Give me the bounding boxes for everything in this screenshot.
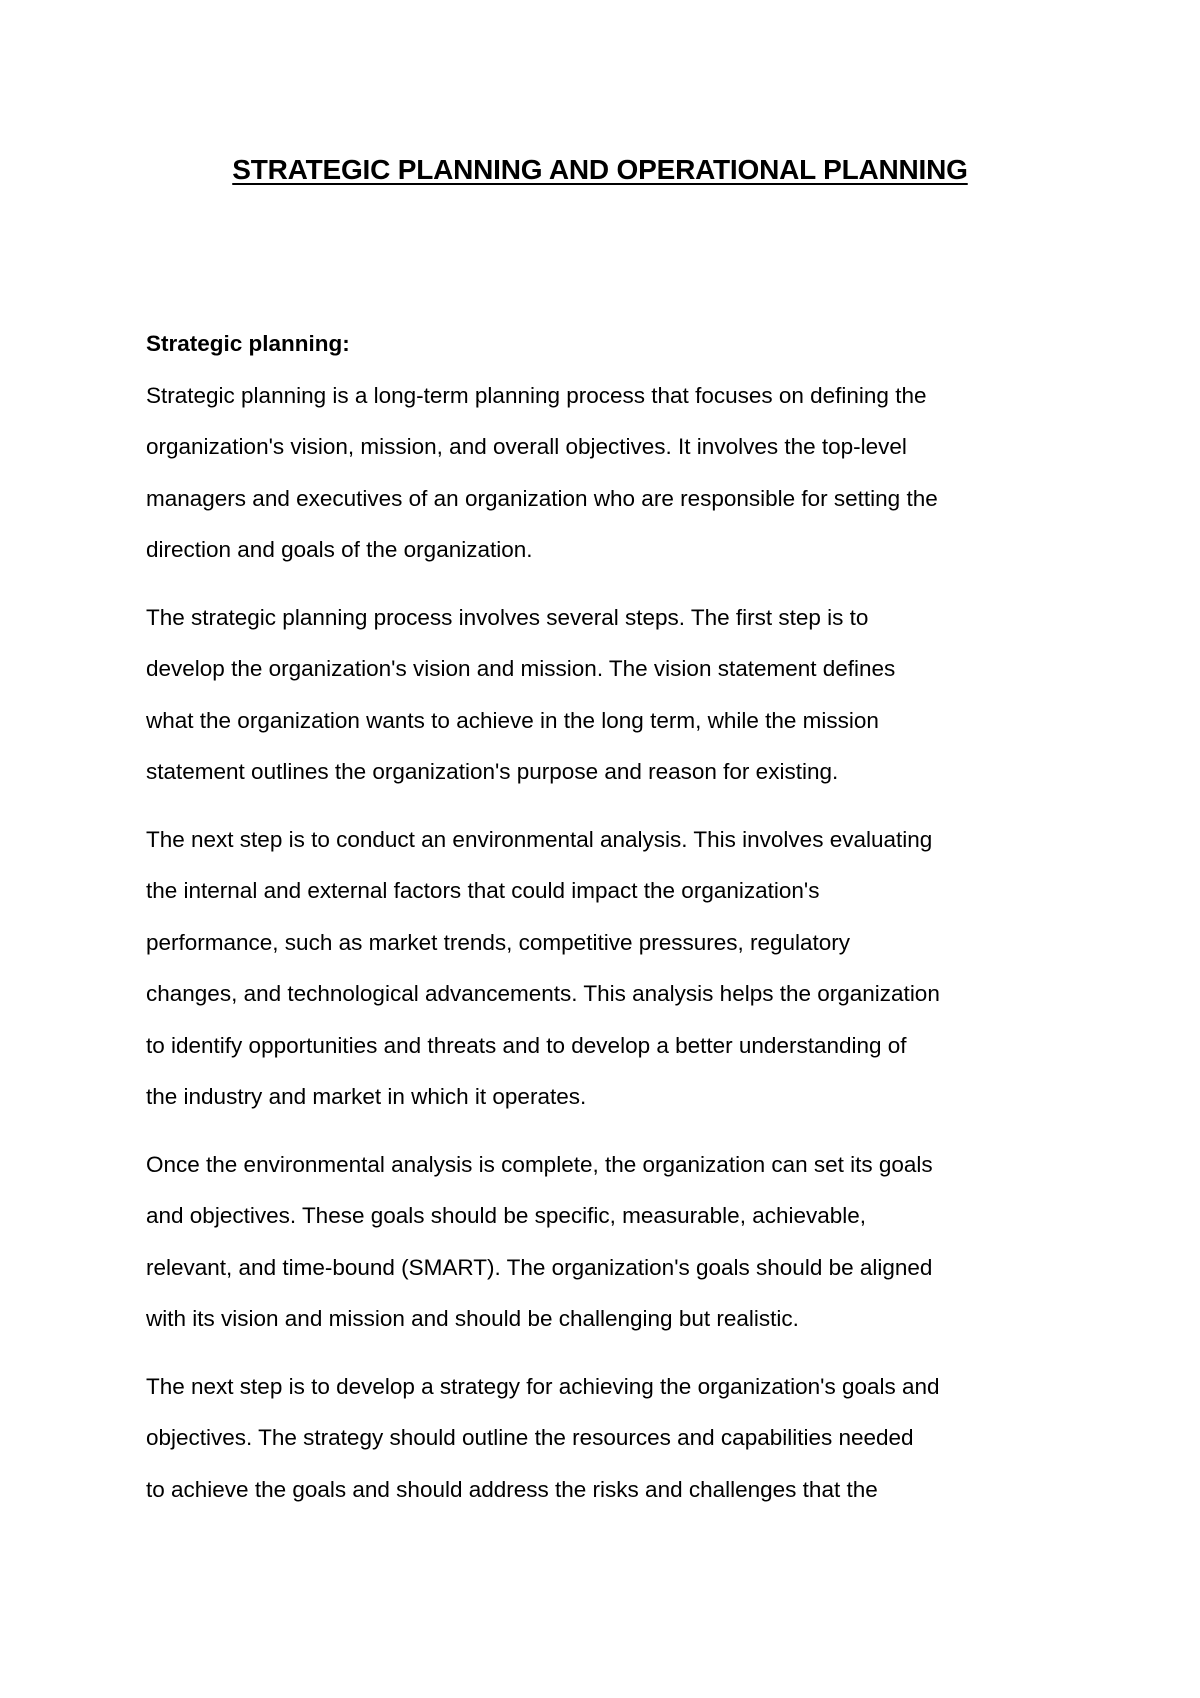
paragraph-line: objectives. The strategy should outline the resources and capabilities needed (146, 1425, 914, 1450)
paragraph-line: develop the organization's vision and mission. The vision statement defines (146, 656, 896, 681)
document-body (146, 318, 1076, 1531)
paragraph-line: to identify opportunities and threats and to develop a better understanding of (146, 1032, 907, 1058)
paragraph-line: with its vision and mission and should be challenging but realistic. (146, 1306, 799, 1331)
paragraph-line: The strategic planning process involves several steps. The first step is to (146, 604, 869, 630)
paragraph-line: performance, such as market trends, competitive pressures, regulatory (146, 929, 851, 955)
paragraph-line: direction and goals of the organization. (146, 537, 533, 562)
paragraph-4 (146, 1139, 1076, 1345)
paragraph-line: and objectives. These goals should be specific, measurable, achievable, (146, 1203, 867, 1228)
section-heading: Strategic planning: (146, 331, 350, 356)
paragraph-line: the internal and external factors that could impact the organization's (146, 878, 820, 903)
paragraph-line: The next step is to conduct an environmental analysis. This involves evaluating (146, 826, 933, 852)
paragraph-2 (146, 592, 1076, 798)
paragraph-line: organization's vision, mission, and overall objectives. It involves the top-level (146, 434, 907, 459)
paragraph-3 (146, 814, 1076, 1123)
paragraph-line: Once the environmental analysis is complete, the organization can set its goals (146, 1151, 933, 1177)
paragraph-line: the industry and market in which it operates. (146, 1084, 587, 1109)
paragraph-line: relevant, and time-bound (SMART). The organization's goals should be aligned (146, 1254, 933, 1280)
paragraph-line: to achieve the goals and should address the risks and challenges that the (146, 1476, 878, 1502)
paragraph-line: statement outlines the organization's purpose and reason for existing. (146, 759, 839, 784)
document-title: STRATEGIC PLANNING AND OPERATIONAL PLANNING (232, 154, 968, 185)
paragraph-line: what the organization wants to achieve in the long term, while the mission (146, 707, 879, 733)
paragraph-line: changes, and technological advancements. This analysis helps the organization (146, 981, 940, 1006)
paragraph-line: managers and executives of an organization who are responsible for setting the (146, 485, 938, 511)
paragraph-1 (146, 370, 1076, 576)
paragraph-line: Strategic planning is a long-term planning process that focuses on defining the (146, 382, 927, 408)
paragraph-5 (146, 1361, 1076, 1516)
paragraph-line: The next step is to develop a strategy for achieving the organization's goals and (146, 1373, 940, 1399)
